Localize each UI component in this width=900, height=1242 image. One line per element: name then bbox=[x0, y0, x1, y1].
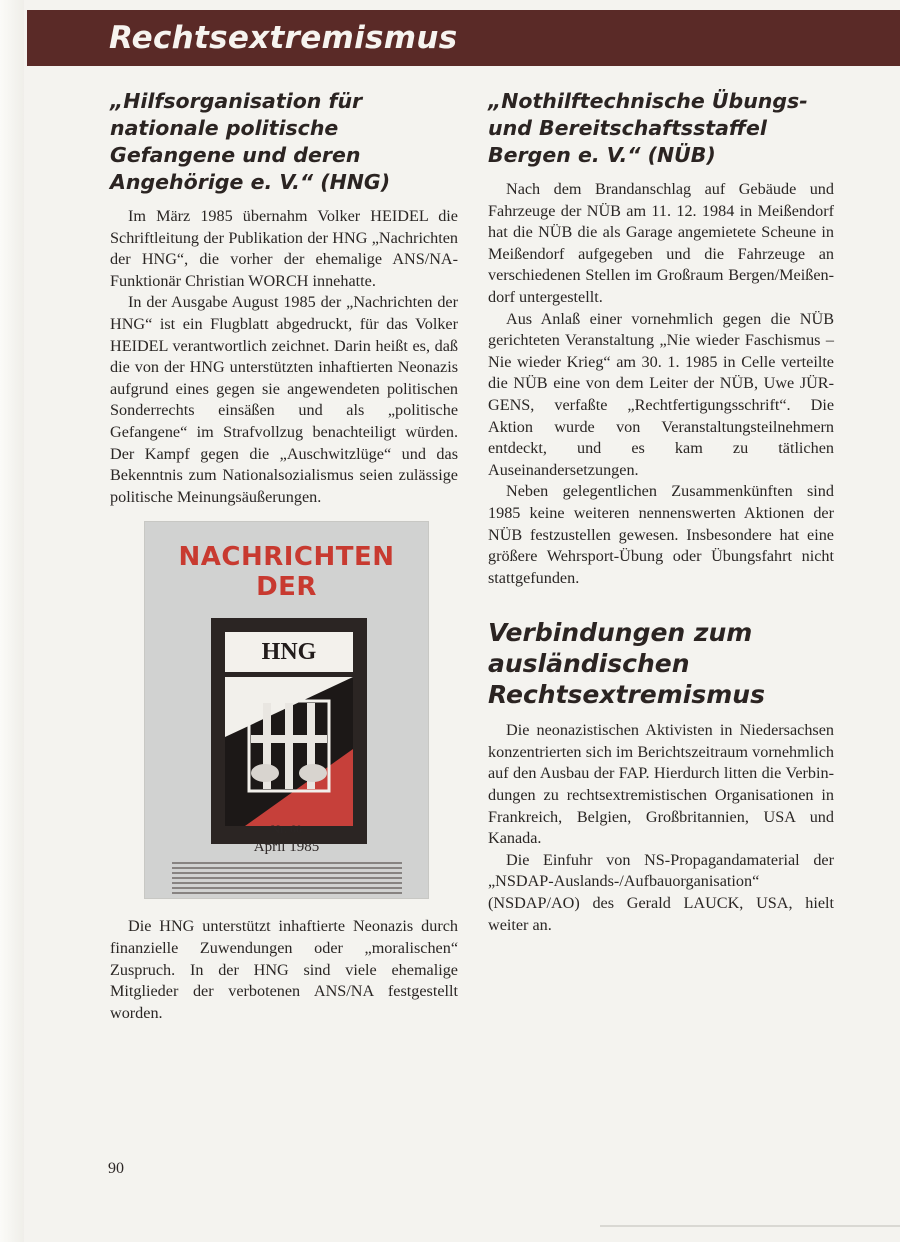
bottom-rule bbox=[600, 1225, 900, 1227]
nueb-paragraph-2: Aus Anlaß einer vornehmlich gegen die NÜB gerichteten Veranstaltung „Nie wieder Faschismus – Nie wieder Krieg“ am 30. 1. 1985 in Celle verteilte die NÜB eine von dem Leiter der NÜB, Uwe JÜRGENS, verfaßte „Rechtfertigungsschrift“. Die Aktion wurde von Veranstaltungsteilnehmern entdeckt, und es kam zu tätlichen Auseinandersetzungen. bbox=[488, 309, 834, 479]
cover-issue-number: Nr. 60 bbox=[271, 822, 302, 837]
page-edge bbox=[0, 0, 24, 1242]
hng-publication-cover-image bbox=[145, 522, 428, 898]
nueb-heading: „Nothilftechnische Übungs- und Bereitschaftsstaffel Bergen e. V.“ (NÜB) bbox=[488, 89, 808, 167]
right-column bbox=[488, 88, 834, 936]
hng-heading: „Hilfsorganisation für nationale politische Gefangene und deren Angehörige e. V.“ (HNG) bbox=[110, 89, 391, 194]
cover-imprint-fine-print bbox=[172, 862, 402, 897]
foreign-links-heading: Verbindungen zum ausländischen Rechtsextremismus bbox=[488, 618, 765, 710]
nueb-paragraph-1: Nach dem Brandanschlag auf Gebäude und Fahrzeuge der NÜB am 11. 12. 1984 in Meißendorf hat die NÜB die als Garage angemietete Scheune in Meißendorf aufgegeben und die Fahrzeuge an verschiedenen Stellen im Großraum Bergen/Meißendorf untergestellt. bbox=[488, 180, 834, 306]
page-number: 90 bbox=[108, 1160, 124, 1177]
prison-emblem-graphic bbox=[225, 677, 353, 826]
cover-hng-label: HNG bbox=[225, 632, 353, 672]
cover-title: NACHRICHTEN DER bbox=[178, 542, 395, 603]
hng-paragraph-2: In der Ausgabe August 1985 der „Nachrichten der HNG“ ist ein Flugblatt abgedruckt, für das Volker HEIDEL verantwortlich zeichnet. Darin heißt es, daß die von der HNG unterstützten inhaftierten Neonazis aufgrund eines gegen sie angewendeten politischen Sonderrechts einsäßen und als „politische Gefangene“ im Strafvollzug benachteiligt würden. Der Kampf gegen die „Auschwitzlüge“ und das Bekenntnis zum Nationalsozialismus seien zulässige politische Meinungsäußerungen. bbox=[110, 293, 458, 506]
hng-paragraph-3: Die HNG unterstützt inhaftierte Neonazis durch finanzielle Zuwendungen oder „moralischen“ Zuspruch. In der HNG sind viele ehemalige Mitglieder der verbotenen ANS/NA festgestellt worden. bbox=[110, 917, 458, 1022]
cover-issue-date: April 1985 bbox=[253, 839, 320, 856]
hng-paragraph-1: Im März 1985 übernahm Volker HEIDEL die Schriftleitung der Publikation der HNG „Nachrichten der HNG“, die vorher der ehemalige ANS/NA-Funktionär Christian WORCH innehatte. bbox=[110, 207, 458, 290]
cover-emblem-frame bbox=[211, 618, 367, 844]
foreign-links-paragraph-1: Die neonazistischen Aktivisten in Niedersachsen konzentrierten sich im Berichtszeitraum vornehmlich auf den Ausbau der FAP. Hierdurch litten die Verbindungen zu rechtsextremistischen Organisationen in Frankreich, Belgien, Großbritannien, USA und Kanada. bbox=[488, 721, 834, 848]
section-title: Rechtsextremismus bbox=[109, 20, 458, 56]
left-column bbox=[110, 88, 458, 1024]
nueb-paragraph-3: Neben gelegentlichen Zusammenkünften sind 1985 keine weiteren nennenswerten Aktionen der NÜB festzustellen gewesen. Insbesondere hat eine größere Wehrsport-Übung oder Übungsfahrt nicht stattgefunden. bbox=[488, 482, 834, 587]
section-header-bar bbox=[27, 10, 900, 66]
foreign-links-paragraph-2: Die Einfuhr von NS-Propagandamaterial der „NSDAP-Auslands-/Aufbauorganisation“ (NSDAP/AO) des Gerald LAUCK, USA, hielt weiter an. bbox=[488, 850, 834, 934]
prison-bars-emblem bbox=[225, 677, 353, 826]
